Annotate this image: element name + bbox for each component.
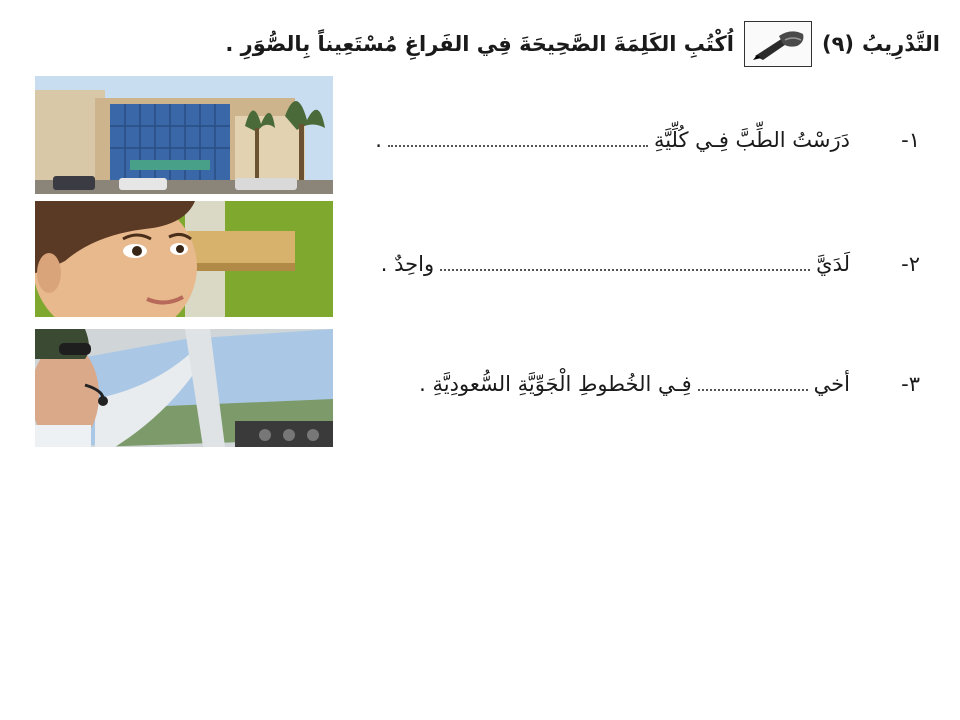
sentence-1-text-before: دَرَسْتُ الطِّبَّ فِـي كُلِّيَّةِ: [653, 128, 850, 152]
college-building-photo: [35, 76, 333, 194]
exercise-number: (٩): [821, 32, 854, 56]
sentence-3-blank[interactable]: [698, 389, 808, 391]
sentence-1: [340, 128, 920, 152]
exercise-instruction: اُكْتُبِ الكَلِمَةَ الصَّحِيحَةَ فِي الفَراغِ مُسْتَعِيناً بِالصُّوَرِ .: [225, 32, 734, 56]
sentence-3-text-after: فِـي الخُطوطِ الْجَوِّيَّةِ السُّعودِيَّةِ .: [419, 372, 692, 396]
exercise-title: التَّدْرِيبُ: [862, 32, 940, 56]
child-face-photo: [35, 201, 333, 317]
sentence-1-text-after: .: [375, 128, 382, 152]
sentence-2-number: ٢-: [901, 252, 920, 276]
sentence-1-blank[interactable]: [388, 145, 648, 147]
sentence-3-number: ٣-: [901, 372, 920, 396]
sentence-2-text-before: لَدَيَّ: [816, 252, 850, 276]
pilot-cockpit-photo: [35, 329, 333, 447]
sentence-3: [340, 372, 920, 396]
sentence-2-text-after: واحِدٌ .: [380, 252, 435, 276]
exercise-header: [150, 20, 940, 68]
writing-hand-icon: [744, 21, 812, 67]
sentence-1-number: ١-: [901, 128, 920, 152]
sentence-2-blank[interactable]: [440, 269, 810, 271]
sentence-3-text-before: أخي: [813, 372, 850, 396]
sentence-2: [340, 252, 920, 276]
